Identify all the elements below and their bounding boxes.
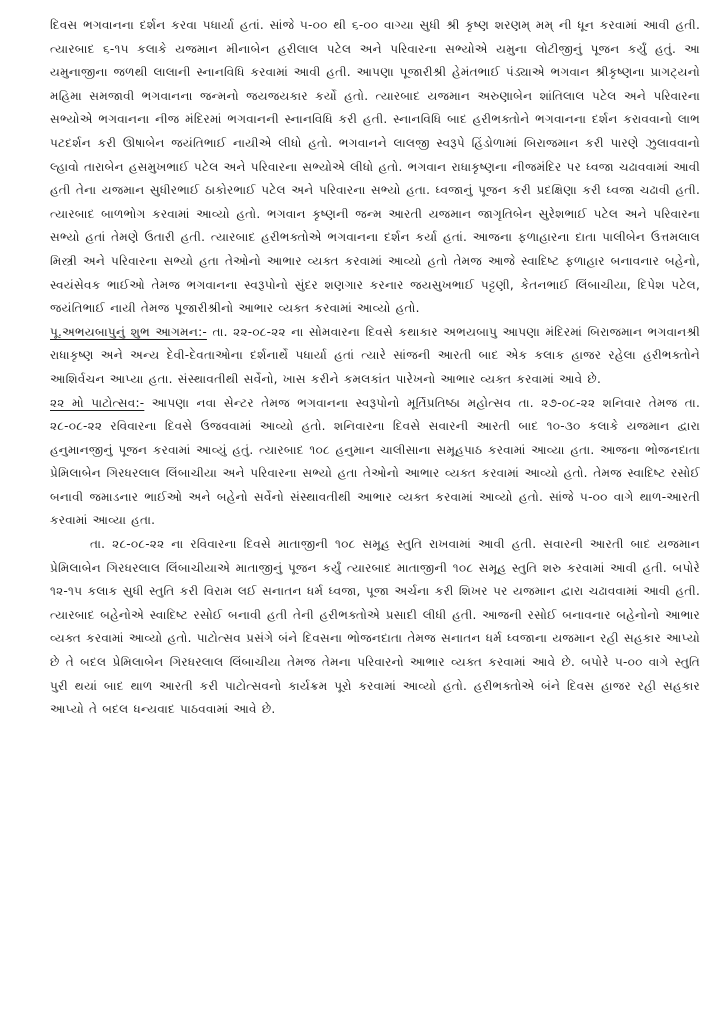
paragraph-janmashtami: દિવસ ભગવાનના દર્શન કરવા પધાર્યા હતાં. સાંજે ૫-૦૦ થી ૬-૦૦ વાગ્યા સુધી શ્રી કૃષ્ણ શરણમ્ મમ્ ની ધૂન કરવામાં આવી હતી. ત્યારબાદ ૬-૧૫ કલાકે યજમાન મીનાબેન હરીલાલ પટેલ અને પરિવારના સભ્યોએ યમુના લોટીજીનું પૂજન કર્યું હતું. આ યમુનાજીના જળથી લાલાની સ્નાનવિધિ કરવામાં આવી હતી. આપણા પૂજારીશ્રી હેમંતભાઈ પંડ્યાએ ભગવાન શ્રીકૃષ્ણના પ્રાગટ્યનો મહિમા સમજાવી ભગવાનના જન્મનો જયજયકાર કર્યો હતો. ત્યારબાદ યજમાન અરુણાબેન શાંતિલાલ પટેલ અને પરિવારના સભ્યોએ ભગવાનના નીજ મંદિરમાં ભગવાનની સ્નાનવિધિ કરી હતી. સ્નાનવિધિ બાદ હરીભક્તોને ભગવાનના દર્શન કરાવવાનો લાભ પટદર્શન કરી ઊષાબેન જયંતિભાઈ નાયીએ લીધો હતો. ભગવાનને લાલજી સ્વરૂપે હિંડોળામાં બિરાજમાન કરી પારણે ઝુલાવવાનો લ્હાવો તારાબેન હસમુખભાઈ પટેલ અને પરિવારના સભ્યોએ લીધો હતો. ભગવાન રાધાકૃષ્ણના નીજમંદિર પર ધ્વજા ચઢાવવામાં આવી હતી તેના યજમાન સુધીરભાઈ ઠાકોરભાઈ પટેલ અને પરિવારના સભ્યો હતા. ધ્વજાનું પૂજન કરી પ્રદક્ષિણા કરી ધ્વજા ચઢાવી હતી. ત્યારબાદ બાળભોગ કરવામાં આવ્યો હતો. ભગવાન કૃષ્ણની જન્મ આરતી યજમાન જાગૃતિબેન સુરેશભાઈ પટેલ અને પરિવારના સભ્યો હતાં તેમણે ઉતારી હતી. ત્યારબાદ હરીભક્તોએ ભગવાનના દર્શન કર્યા હતાં. આજના ફળાહારના દાતા પાલીબેન ઉત્તમલાલ મિસ્ત્રી અને પરિવારના સભ્યો હતા તેઓનો આભાર વ્યક્ત કરવામાં આવ્યો હતો તેમજ આજે સ્વાદિષ્ટ ફળાહાર બનાવનાર બહેનો, સ્વયંસેવક ભાઈઓ તેમજ ભગવાનના સ્વરૂપોનો સુંદર શણગાર કરનાર જયસુખભાઈ પટ્ટણી, કેતનભાઈ લિંબાચીયા, દિપેશ પટેલ, જયંતિભાઈ નાયી તેમજ પૂજારીશ્રીનો આભાર વ્યક્ત કરવામાં આવ્યો હતો. bbox=[50, 18, 700, 316]
document-body bbox=[50, 14, 700, 722]
paragraph-patotsav-body: આપણા નવા સેન્ટર તેમજ ભગવાનના સ્વરૂપોનો મૂર્તિપ્રતિષ્ઠા મહોત્સવ તા. ૨૭-૦૮-૨૨ શનિવાર તેમજ તા. ૨૮-૦૮-૨૨ રવિવારના દિવસે ઉજવવામાં આવ્યો હતો. શનિવારના દિવસે સવારની આરતી બાદ ૧૦-૩૦ કલાકે યજમાન દ્વારા હનુમાનજીનું પૂજન કરવામાં આવ્યું હતું. ત્યારબાદ ૧૦૮ હનુમાન ચાલીસાના સમૂહપાઠ કરવામાં આવ્યા હતા. આજના ભોજનદાતા પ્રેમિલાબેન ગિરધરલાલ લિંબાચીયા અને પરિવારના સભ્યો હતા તેઓનો આભાર વ્યક્ત કરવામાં આવ્યો હતો. તેમજ સ્વાદિષ્ટ રસોઈ બનાવી જમાડનાર ભાઈઓ અને બહેનો સર્વેનો સંસ્થાવતીથી આભાર વ્યક્ત કરવામાં આવ્યો હતો. સાંજે ૫-૦૦ વાગે થાળ-આરતી કરવામાં આવ્યા હતા. bbox=[50, 395, 700, 528]
paragraph-abhaybapu-visit bbox=[50, 321, 700, 392]
paragraph-sunday-stuti: તા. ૨૮-૦૮-૨૨ ના રવિવારના દિવસે માતાજીની ૧૦૮ સમૂહ સ્તુતિ રાખવામાં આવી હતી. સવારની આરતી બાદ યજમાન પ્રેમિલાબેન ગિરધરલાલ લિંબાચીયાએ માતાજીનું પૂજન કર્યું ત્યારબાદ માતાજીની ૧૦૮ સમૂહ સ્તુતિ શરુ કરવામાં આવી હતી. બપોરે ૧૨-૧૫ કલાક સુધી સ્તુતિ કરી વિરામ લઈ સનાતન ધર્મ ધ્વજા, પૂજા અર્ચના કરી શિખર પર યજમાન દ્વારા ચઢાવવામાં આવી હતી. ત્યારબાદ બહેનોએ સ્વાદિષ્ટ રસોઈ બનાવી હતી તેની હરીભક્તોએ પ્રસાદી લીધી હતી. આજની રસોઈ બનાવનાર બહેનોનો આભાર વ્યક્ત કરવામાં આવ્યો હતો. પાટોત્સવ પ્રસંગે બંને દિવસના ભોજનદાતા તેમજ સનાતન ધર્મ ધ્વજાના યજમાન રહી સહકાર આપ્યો છે તે બદલ પ્રેમિલાબેન ગિરધરલાલ લિંબાચીયા તેમજ તેમના પરિવારનો આભાર વ્યક્ત કરવામાં આવે છે. બપોરે ૫-૦૦ વાગે સ્તુતિ પુરી થયાં બાદ થાળ આરતી કરી પાટોત્સવનો કાર્યક્રમ પૂરો કરવામાં આવ્યો હતો. હરીભક્તોએ બંને દિવસ હાજર રહી સહકાર આપ્યો તે બદલ ધન્યવાદ પાઠવવામાં આવે છે. bbox=[50, 537, 700, 717]
paragraph-abhaybapu-body: તા. ૨૨-૦૮-૨૨ ના સોમવારના દિવસે કથાકાર અભયબાપુ આપણા મંદિરમાં બિરાજમાન ભગવાનશ્રી રાધાકૃષ્ણ અને અન્ય દેવી-દેવતાઓના દર્શનાર્થે પધાર્યા હતાં ત્યારે સાંજની આરતી બાદ એક કલાક હાજર રહેલા હરીભક્તોને આશિર્વચન આપ્યા હતા. સંસ્થાવતીથી સર્વેનો, ખાસ કરીને કમલકાંત પારેખનો આભાર વ્યક્ત કરવામાં આવે છે. bbox=[50, 324, 700, 386]
paragraph-patotsav bbox=[50, 392, 700, 534]
section-heading-abhaybapu: પૂ.અભયબાપુનું શુભ આગમન:- bbox=[50, 324, 207, 339]
section-heading-patotsav: ૨૨ મો પાટોત્સવ:- bbox=[50, 395, 145, 410]
